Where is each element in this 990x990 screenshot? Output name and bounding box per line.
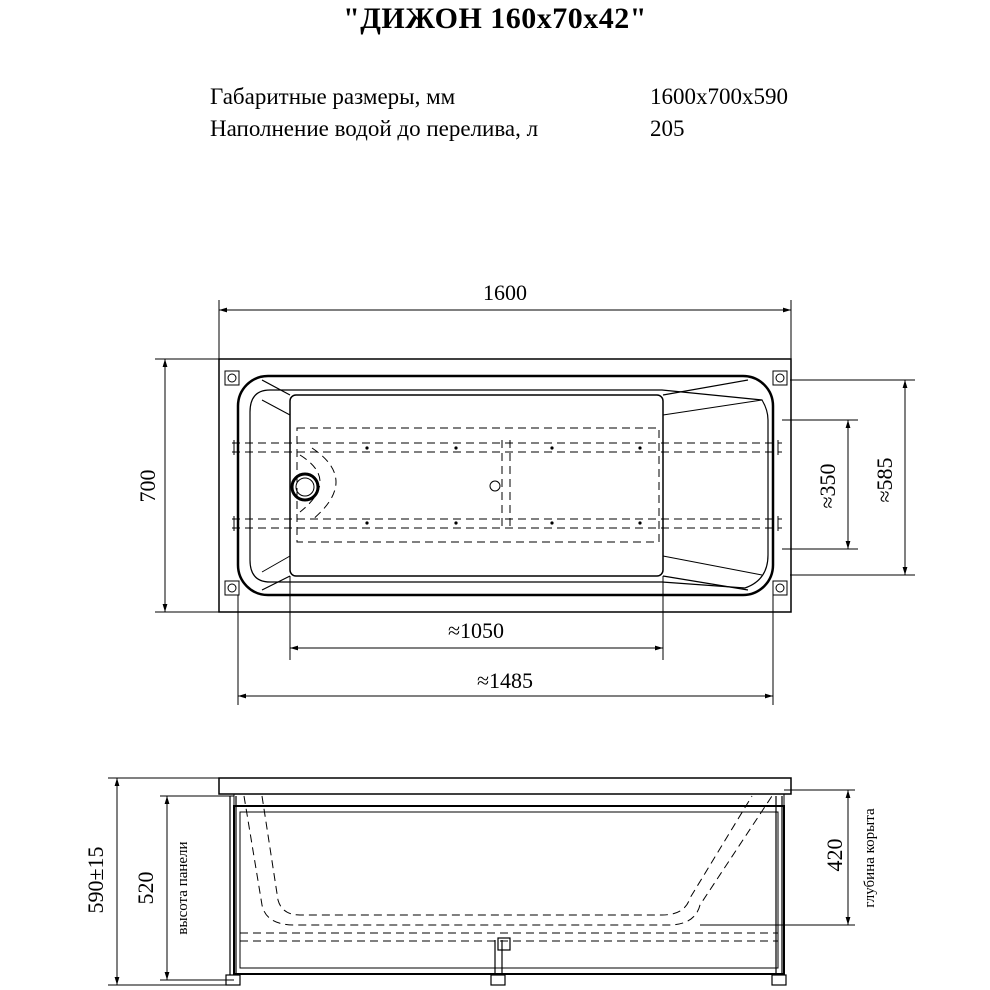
dim-total-height-label: 590±15 — [83, 846, 108, 914]
side-view — [219, 778, 791, 985]
panel-height-caption: высота панели — [175, 841, 191, 935]
dim-length-label: 1600 — [483, 280, 527, 305]
center-mount — [490, 481, 500, 491]
top-view-dimensions — [155, 300, 915, 705]
leveling-feet — [225, 371, 787, 595]
bathtub-floor-outline — [290, 395, 663, 576]
dim-panel-height-label: 520 — [133, 871, 158, 905]
depth-caption: глубина корыта — [862, 808, 878, 908]
front-panel — [234, 806, 784, 974]
side-rim — [219, 778, 791, 794]
support-frame-hidden — [232, 428, 782, 542]
front-panel-inner — [240, 812, 778, 968]
spec-value: 1600х700х590 — [650, 84, 788, 109]
dim-inner-bottom-label: ≈1050 — [447, 618, 505, 643]
dim-width-label: 700 — [135, 469, 160, 503]
bathtub-bowl-inner-edge — [250, 390, 768, 588]
spec-label: Наполнение водой до перелива, л — [210, 116, 539, 141]
dim-depth-label: 420 — [822, 838, 847, 872]
side-view-dimensions — [108, 778, 855, 985]
spec-label: Габаритные размеры, мм — [210, 84, 456, 109]
bathtub-rim-outline — [219, 359, 791, 612]
drain-icon — [292, 474, 318, 500]
spec-value: 205 — [650, 116, 685, 141]
dim-inner-length-label: ≈1485 — [476, 668, 534, 693]
support-legs — [226, 796, 786, 985]
bowl-profile-hidden — [240, 796, 778, 941]
dim-585-label: ≈585 — [872, 457, 897, 503]
dim-350-label: ≈350 — [815, 463, 840, 509]
page-title: "ДИЖОН 160х70х42" — [343, 2, 647, 35]
top-view — [219, 359, 791, 612]
